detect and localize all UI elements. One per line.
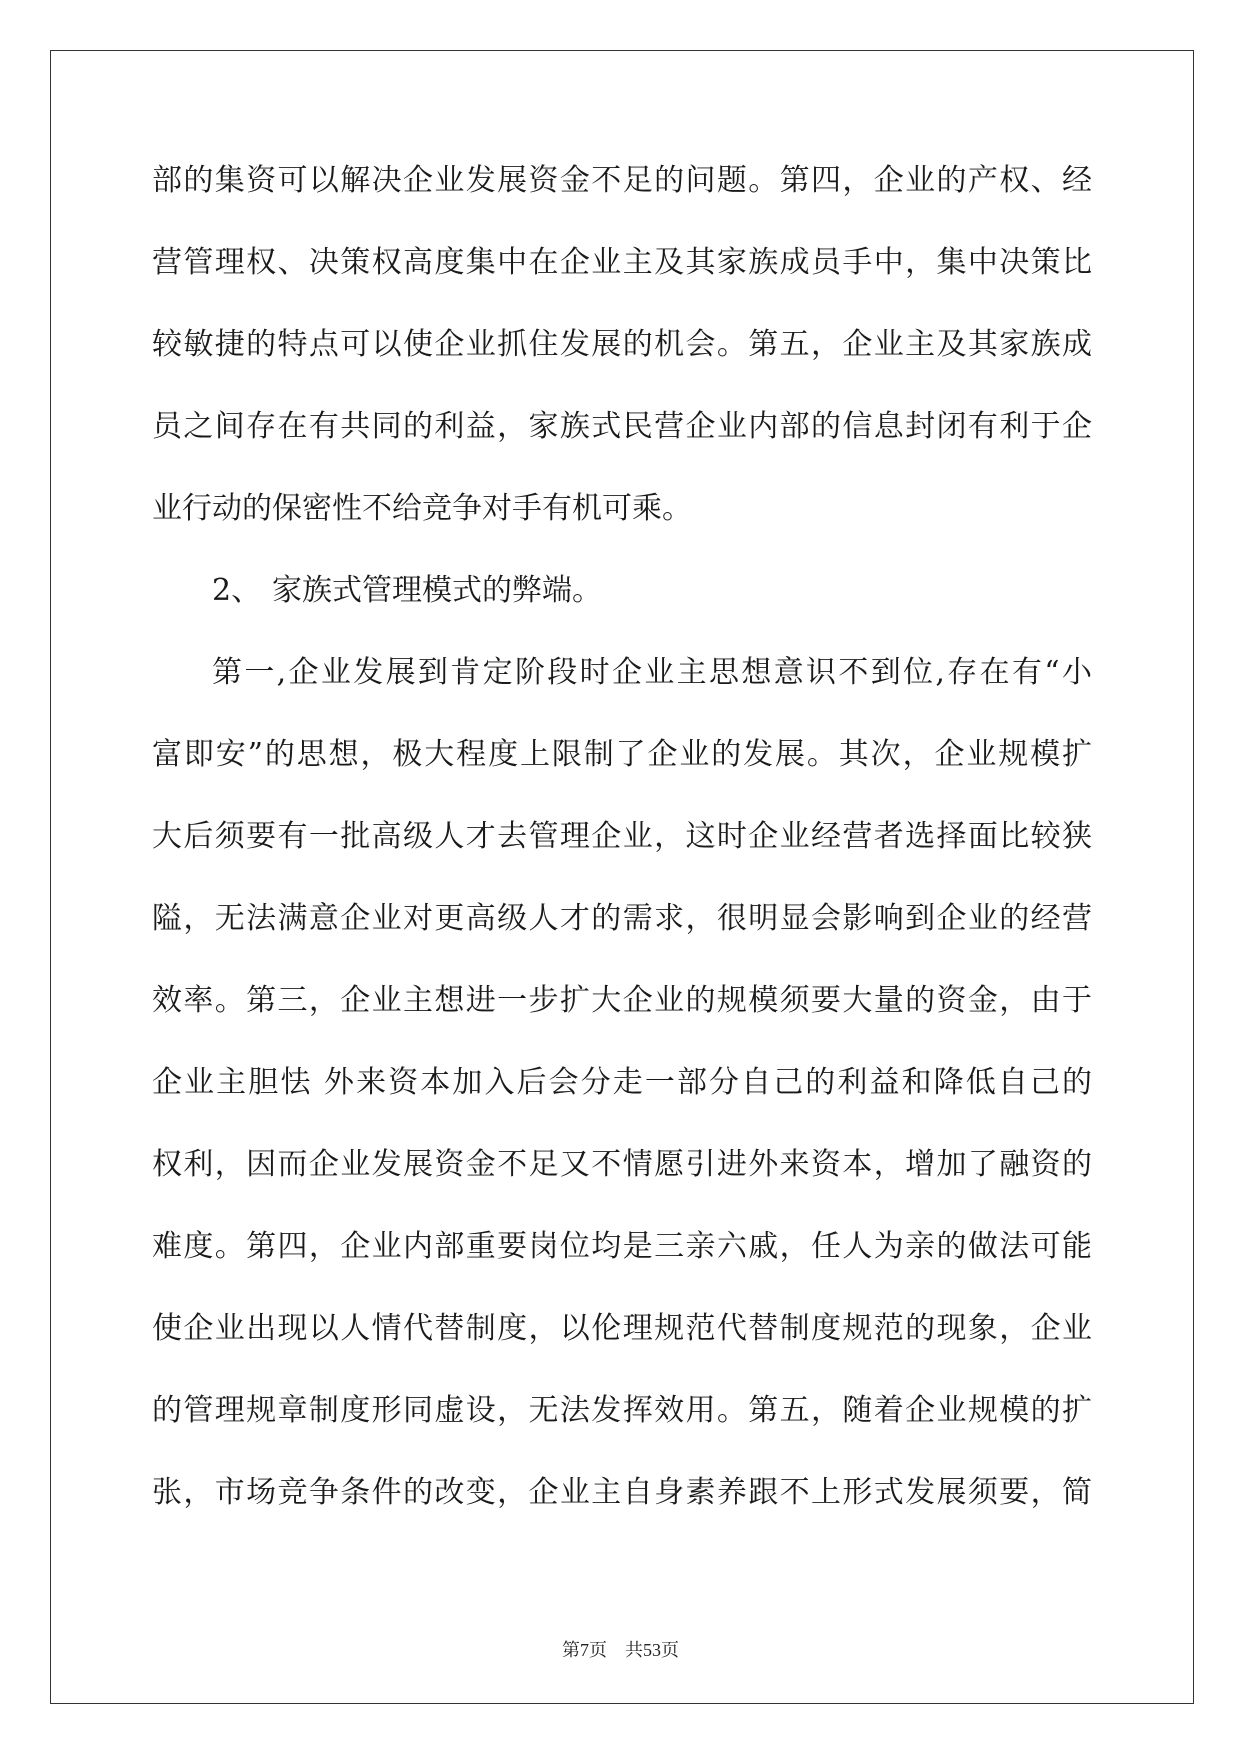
document-body xyxy=(152,163,1092,1560)
paragraph-2-line-8: 难度。第四，企业内部重要岗位均是三亲六戚，任人为亲的做法可能 xyxy=(152,1229,1092,1264)
paragraph-1-line-2: 营管理权、决策权高度集中在企业主及其家族成员手中，集中决策比 xyxy=(152,245,1092,280)
page-total: 共53页 xyxy=(625,1640,679,1660)
paragraph-2-line-7: 权利，因而企业发展资金不足又不情愿引进外来资本，增加了融资的 xyxy=(152,1147,1092,1182)
paragraph-2-line-6: 企业主胆怯 外来资本加入后会分走一部分自己的利益和降低自己的 xyxy=(152,1065,1092,1100)
paragraph-2-line-1: 第一,企业发展到肯定阶段时企业主思想意识不到位,存在有“小 xyxy=(212,655,1092,690)
paragraph-1-line-3: 较敏捷的特点可以使企业抓住发展的机会。第五，企业主及其家族成 xyxy=(152,327,1092,362)
page-number: 第7页 xyxy=(562,1640,607,1660)
paragraph-2-line-11: 张，市场竞争条件的改变，企业主自身素养跟不上形式发展须要，简 xyxy=(152,1475,1092,1510)
paragraph-2-line-10: 的管理规章制度形同虚设，无法发挥效用。第五，随着企业规模的扩 xyxy=(152,1393,1092,1428)
paragraph-2-line-3: 大后须要有一批高级人才去管理企业，这时企业经营者选择面比较狭 xyxy=(152,819,1092,854)
paragraph-1-line-1: 部的集资可以解决企业发展资金不足的问题。第四，企业的产权、经 xyxy=(152,163,1092,198)
section-heading-2 xyxy=(152,573,1092,658)
paragraph-2-line-4: 隘，无法满意企业对更高级人才的需求，很明显会影响到企业的经营 xyxy=(152,901,1092,936)
paragraph-1-line-4: 员之间存在有共同的利益，家族式民营企业内部的信息封闭有利于企 xyxy=(152,409,1092,444)
paragraph-2-line-9: 使企业出现以人情代替制度，以伦理规范代替制度规范的现象，企业 xyxy=(152,1311,1092,1346)
section-title: 家族式管理模式的弊端。 xyxy=(272,573,602,608)
page-footer xyxy=(0,1636,1241,1662)
section-number: 2、 xyxy=(212,573,262,608)
paragraph-2-line-5: 效率。第三，企业主想进一步扩大企业的规模须要大量的资金，由于 xyxy=(152,983,1092,1018)
paragraph-1-line-5: 业行动的保密性不给竞争对手有机可乘。 xyxy=(152,491,692,526)
paragraph-2-line-2: 富即安”的思想，极大程度上限制了企业的发展。其次，企业规模扩 xyxy=(152,737,1092,772)
